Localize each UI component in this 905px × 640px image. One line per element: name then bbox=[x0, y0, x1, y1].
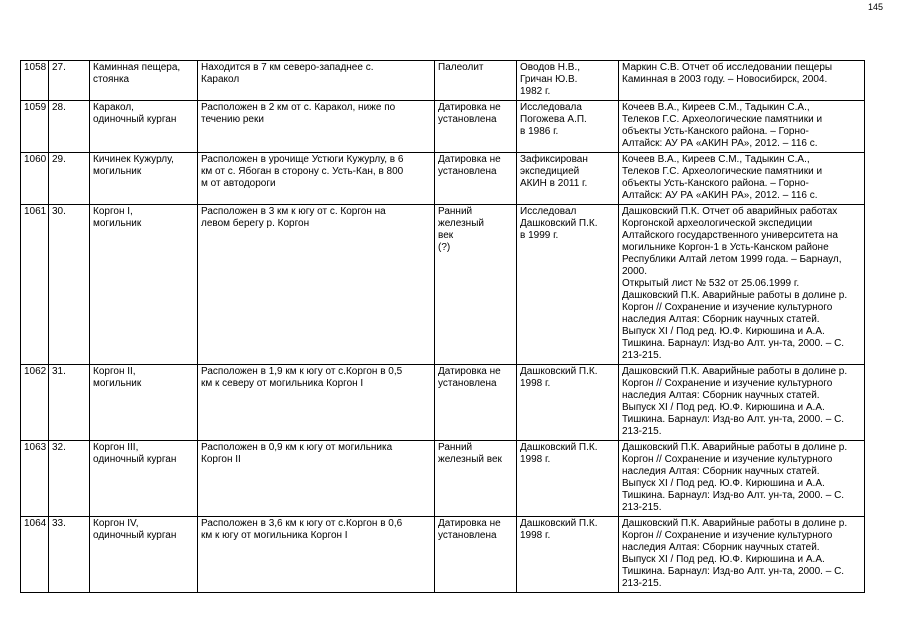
cell-line: Выпуск XI / Под ред. Ю.Ф. Кирюшина и А.А. bbox=[622, 478, 825, 489]
documents-cell bbox=[619, 517, 865, 593]
cell-line: Выпуск XI / Под ред. Ю.Ф. Кирюшина и А.А. bbox=[622, 554, 825, 565]
cell-line: Алтайск: АУ РА «АКИН РА», 2012. – 116 с. bbox=[622, 190, 818, 201]
cell-line: объекты Усть-Канского района. – Горно- bbox=[622, 178, 809, 189]
table-row bbox=[21, 441, 865, 517]
cell-line: Кочеев В.А., Киреев С.М., Тадыкин С.А., bbox=[622, 102, 810, 113]
cell-line: одиночный курган bbox=[93, 454, 177, 465]
location-cell bbox=[198, 517, 435, 593]
cell-line: Алтайского государственного университета на bbox=[622, 230, 838, 241]
cell-line: установлена bbox=[438, 378, 497, 389]
cell-line: могильнике Коргон-1 в Усть-Канском районе bbox=[622, 242, 829, 253]
cell-line: Открытый лист № 532 от 25.06.1999 г. bbox=[622, 278, 800, 289]
researcher-cell bbox=[517, 61, 619, 101]
cell-line: объекты Усть-Канского района. – Горно- bbox=[622, 126, 809, 137]
cell-line: Палеолит bbox=[438, 62, 484, 73]
cell-line: Дашковский П.К. Аварийные работы в долине р. bbox=[622, 366, 848, 377]
cell-line: Выпуск XI / Под ред. Ю.Ф. Кирюшина и А.А. bbox=[622, 402, 825, 413]
cell-line: в 1999 г. bbox=[520, 230, 559, 241]
dating-cell bbox=[435, 517, 517, 593]
cell-line: могильник bbox=[93, 218, 142, 229]
cell-line: Датировка не bbox=[438, 102, 501, 113]
cell-line: Тишкина. Барнаул: Изд-во Алт. ун-та, 2000. – С. bbox=[622, 490, 845, 501]
monument-name-cell bbox=[90, 205, 198, 365]
dating-cell bbox=[435, 365, 517, 441]
cell-line: Датировка не bbox=[438, 518, 501, 529]
cell-line: 1998 г. bbox=[520, 454, 551, 465]
cell-line: Тишкина. Барнаул: Изд-во Алт. ун-та, 2000. – С. bbox=[622, 338, 845, 349]
cell-line: Находится в 7 км северо-западнее с. bbox=[201, 62, 374, 73]
monument-name-cell bbox=[90, 365, 198, 441]
cell-line: наследия Алтая: Сборник научных статей. bbox=[622, 390, 820, 401]
cell-line: Каминная пещера, bbox=[93, 62, 181, 73]
cell-line: Дашковский П.К. Аварийные работы в долине р. bbox=[622, 442, 848, 453]
cell-line: Коргон // Сохранение и изучение культурного bbox=[622, 454, 833, 465]
row-number-cell: 30. bbox=[49, 205, 90, 365]
monument-name-cell bbox=[90, 517, 198, 593]
cell-line: установлена bbox=[438, 114, 497, 125]
cell-line: Каминная в 2003 году. – Новосибирск, 2004. bbox=[622, 74, 828, 85]
cell-line: Республики Алтай летом 1999 года. – Барнаул, bbox=[622, 254, 842, 265]
cell-line: наследия Алтая: Сборник научных статей. bbox=[622, 314, 820, 325]
cell-line: Ранний bbox=[438, 206, 473, 217]
cell-line: км к югу от могильника Коргон I bbox=[201, 530, 348, 541]
cell-line: Датировка не bbox=[438, 366, 501, 377]
cell-line: (?) bbox=[438, 242, 451, 253]
documents-cell bbox=[619, 205, 865, 365]
dating-cell bbox=[435, 61, 517, 101]
registry-id-cell: 1058 bbox=[21, 61, 49, 101]
researcher-cell bbox=[517, 365, 619, 441]
row-number-cell: 28. bbox=[49, 101, 90, 153]
dating-cell bbox=[435, 205, 517, 365]
cell-line: Ранний bbox=[438, 442, 473, 453]
table-row bbox=[21, 365, 865, 441]
cell-line: Коргон // Сохранение и изучение культурного bbox=[622, 530, 833, 541]
cell-line: одиночный курган bbox=[93, 530, 177, 541]
registry-id-cell: 1062 bbox=[21, 365, 49, 441]
researcher-cell bbox=[517, 101, 619, 153]
cell-line: Коргон I, bbox=[93, 206, 133, 217]
cell-line: Алтайск: АУ РА «АКИН РА», 2012. – 116 с. bbox=[622, 138, 818, 149]
dating-cell bbox=[435, 441, 517, 517]
cell-line: век bbox=[438, 230, 454, 241]
monument-name-cell bbox=[90, 101, 198, 153]
cell-line: Коргонской археологической экспедиции bbox=[622, 218, 813, 229]
cell-line: Кочеев В.А., Киреев С.М., Тадыкин С.А., bbox=[622, 154, 810, 165]
cell-line: м от автодороги bbox=[201, 178, 276, 189]
cell-line: км к северу от могильника Коргон I bbox=[201, 378, 364, 389]
cell-line: Дашковский П.К. bbox=[520, 366, 598, 377]
cell-line: Коргон // Сохранение и изучение культурного bbox=[622, 302, 833, 313]
dating-cell bbox=[435, 153, 517, 205]
location-cell bbox=[198, 205, 435, 365]
location-cell bbox=[198, 61, 435, 101]
cell-line: 213-215. bbox=[622, 350, 662, 361]
cell-line: Тишкина. Барнаул: Изд-во Алт. ун-та, 2000. – С. bbox=[622, 566, 845, 577]
page-number: 145 bbox=[867, 2, 883, 12]
cell-line: экспедицией bbox=[520, 166, 580, 177]
cell-line: Дашковский П.К. Аварийные работы в долине р. bbox=[622, 518, 848, 529]
cell-line: Каракол, bbox=[93, 102, 134, 113]
table-row bbox=[21, 153, 865, 205]
cell-line: Датировка не bbox=[438, 154, 501, 165]
cell-line: Коргон IV, bbox=[93, 518, 139, 529]
researcher-cell bbox=[517, 517, 619, 593]
cell-line: Зафиксирован bbox=[520, 154, 588, 165]
cell-line: Расположен в 2 км от с. Каракол, ниже по bbox=[201, 102, 396, 113]
cell-line: Дашковский П.К. bbox=[520, 442, 598, 453]
cell-line: 213-215. bbox=[622, 578, 662, 589]
cell-line: наследия Алтая: Сборник научных статей. bbox=[622, 542, 820, 553]
cell-line: Расположен в 1,9 км к югу от с.Коргон в 0,5 bbox=[201, 366, 403, 377]
row-number-cell: 29. bbox=[49, 153, 90, 205]
cell-line: Коргон II, bbox=[93, 366, 136, 377]
row-number-cell: 31. bbox=[49, 365, 90, 441]
documents-cell bbox=[619, 101, 865, 153]
location-cell bbox=[198, 441, 435, 517]
cell-line: Расположен в 0,9 км к югу от могильника bbox=[201, 442, 393, 453]
cell-line: одиночный курган bbox=[93, 114, 177, 125]
row-number-cell: 32. bbox=[49, 441, 90, 517]
registry-id-cell: 1063 bbox=[21, 441, 49, 517]
table-row bbox=[21, 61, 865, 101]
table-row bbox=[21, 517, 865, 593]
cell-line: Каракол bbox=[201, 74, 240, 85]
monument-name-cell bbox=[90, 441, 198, 517]
cell-line: установлена bbox=[438, 166, 497, 177]
cell-line: Телеков Г.С. Археологические памятники и bbox=[622, 166, 823, 177]
cell-line: 2000. bbox=[622, 266, 648, 277]
cell-line: Тишкина. Барнаул: Изд-во Алт. ун-та, 2000. – С. bbox=[622, 414, 845, 425]
location-cell bbox=[198, 153, 435, 205]
documents-cell bbox=[619, 441, 865, 517]
monument-name-cell bbox=[90, 61, 198, 101]
cell-line: км от с. Ябоган в сторону с. Усть-Кан, в 800 bbox=[201, 166, 404, 177]
cell-line: могильник bbox=[93, 378, 142, 389]
cell-line: Коргон // Сохранение и изучение культурного bbox=[622, 378, 833, 389]
row-number-cell: 27. bbox=[49, 61, 90, 101]
cell-line: Дашковский П.К. Аварийные работы в долине р. bbox=[622, 290, 848, 301]
location-cell bbox=[198, 101, 435, 153]
cell-line: 1998 г. bbox=[520, 378, 551, 389]
cell-line: установлена bbox=[438, 530, 497, 541]
researcher-cell bbox=[517, 205, 619, 365]
location-cell bbox=[198, 365, 435, 441]
row-number-cell: 33. bbox=[49, 517, 90, 593]
table-body bbox=[21, 61, 865, 593]
registry-id-cell: 1060 bbox=[21, 153, 49, 205]
cell-line: могильник bbox=[93, 166, 142, 177]
cell-line: в 1986 г. bbox=[520, 126, 559, 137]
cell-line: железный bbox=[438, 218, 484, 229]
cell-line: Маркин С.В. Отчет об исследовании пещеры bbox=[622, 62, 833, 73]
registry-id-cell: 1064 bbox=[21, 517, 49, 593]
table-row bbox=[21, 205, 865, 365]
cell-line: Дашковский П.К. bbox=[520, 518, 598, 529]
cell-line: Погожева А.П. bbox=[520, 114, 587, 125]
cell-line: стоянка bbox=[93, 74, 130, 85]
monument-name-cell bbox=[90, 153, 198, 205]
monuments-table bbox=[20, 60, 865, 593]
cell-line: Гричан Ю.В. bbox=[520, 74, 578, 85]
dating-cell bbox=[435, 101, 517, 153]
documents-cell bbox=[619, 365, 865, 441]
cell-line: Коргон II bbox=[201, 454, 241, 465]
cell-line: течению реки bbox=[201, 114, 264, 125]
cell-line: железный век bbox=[438, 454, 502, 465]
cell-line: Расположен в урочище Устюги Кужурлу, в 6 bbox=[201, 154, 404, 165]
cell-line: Расположен в 3,6 км к югу от с.Коргон в 0,6 bbox=[201, 518, 403, 529]
cell-line: Коргон III, bbox=[93, 442, 139, 453]
cell-line: Кичинек Кужурлу, bbox=[93, 154, 174, 165]
cell-line: 213-215. bbox=[622, 502, 662, 513]
cell-line: 1982 г. bbox=[520, 86, 551, 97]
registry-id-cell: 1061 bbox=[21, 205, 49, 365]
cell-line: Дашковский П.К. Отчет об аварийных работах bbox=[622, 206, 838, 217]
cell-line: Дашковский П.К. bbox=[520, 218, 598, 229]
documents-cell bbox=[619, 61, 865, 101]
cell-line: Выпуск XI / Под ред. Ю.Ф. Кирюшина и А.А. bbox=[622, 326, 825, 337]
documents-cell bbox=[619, 153, 865, 205]
cell-line: левом берегу р. Коргон bbox=[201, 218, 310, 229]
researcher-cell bbox=[517, 441, 619, 517]
researcher-cell bbox=[517, 153, 619, 205]
cell-line: Телеков Г.С. Археологические памятники и bbox=[622, 114, 823, 125]
cell-line: АКИН в 2011 г. bbox=[520, 178, 588, 189]
cell-line: 1998 г. bbox=[520, 530, 551, 541]
table-row bbox=[21, 101, 865, 153]
cell-line: Расположен в 3 км к югу от с. Коргон на bbox=[201, 206, 386, 217]
registry-id-cell: 1059 bbox=[21, 101, 49, 153]
cell-line: наследия Алтая: Сборник научных статей. bbox=[622, 466, 820, 477]
cell-line: Оводов Н.В., bbox=[520, 62, 581, 73]
cell-line: Исследовала bbox=[520, 102, 582, 113]
cell-line: 213-215. bbox=[622, 426, 662, 437]
cell-line: Исследовал bbox=[520, 206, 577, 217]
